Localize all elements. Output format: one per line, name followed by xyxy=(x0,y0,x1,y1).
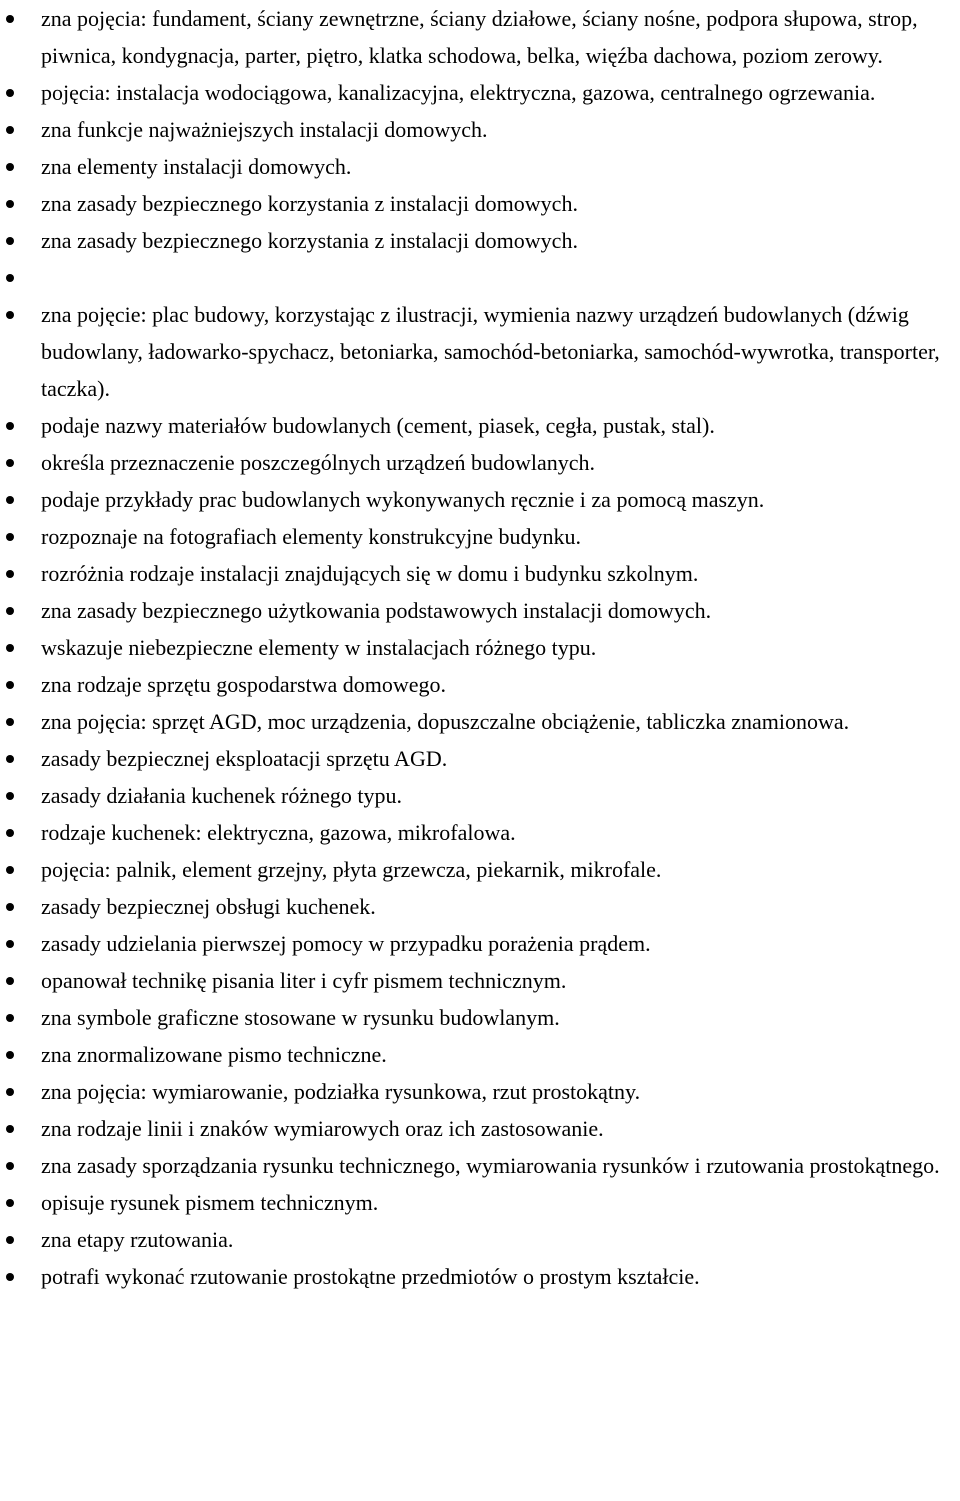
bullet-icon xyxy=(6,977,14,985)
list-item-text: zna zasady bezpiecznego korzystania z instalacji domowych. xyxy=(41,191,578,216)
list-item xyxy=(0,999,960,1036)
list-item-text: rozpoznaje na fotografiach elementy konstrukcyjne budynku. xyxy=(41,524,582,549)
list-item-text: zna pojęcia: fundament, ściany zewnętrzne, ściany działowe, ściany nośne, podpora słupowa, strop, piwnica, kondygnacja, parter, piętro, klatka schodowa, belka, więźba dachowa, poziom zerowy. xyxy=(41,6,918,68)
list-item xyxy=(0,777,960,814)
list-item xyxy=(0,1110,960,1147)
bullet-icon xyxy=(6,459,14,467)
bullet-icon xyxy=(6,311,14,319)
list-item-text: potrafi wykonać rzutowanie prostokątne przedmiotów o prostym kształcie. xyxy=(41,1264,700,1289)
list-item-text: zna rodzaje linii i znaków wymiarowych oraz ich zastosowanie. xyxy=(41,1116,604,1141)
list-item xyxy=(0,1221,960,1258)
list-item xyxy=(0,259,960,296)
list-item-text: zasady bezpiecznej eksploatacji sprzętu AGD. xyxy=(41,746,448,771)
bullet-icon xyxy=(6,792,14,800)
list-item-text: zna pojęcia: sprzęt AGD, moc urządzenia, dopuszczalne obciążenie, tabliczka znamionowa. xyxy=(41,709,850,734)
list-item-text: zna zasady bezpiecznego korzystania z instalacji domowych. xyxy=(41,228,578,253)
list-item-text: zna elementy instalacji domowych. xyxy=(41,154,352,179)
list-item xyxy=(0,111,960,148)
list-item xyxy=(0,703,960,740)
list-item-text: zasady bezpiecznej obsługi kuchenek. xyxy=(41,894,376,919)
bullet-icon xyxy=(6,718,14,726)
list-item-text: zna zasady sporządzania rysunku technicznego, wymiarowania rysunków i rzutowania prostokątnego. xyxy=(41,1153,940,1178)
bullet-icon xyxy=(6,163,14,171)
list-item xyxy=(0,1147,960,1184)
list-item-text xyxy=(41,259,960,296)
bullet-icon xyxy=(6,607,14,615)
bullet-icon xyxy=(6,496,14,504)
bullet-icon xyxy=(6,866,14,874)
list-item-text: zna rodzaje sprzętu gospodarstwa domowego. xyxy=(41,672,447,697)
list-item-text: opisuje rysunek pismem technicznym. xyxy=(41,1190,379,1215)
list-item-text: wskazuje niebezpieczne elementy w instalacjach różnego typu. xyxy=(41,635,597,660)
list-item-text: pojęcia: instalacja wodociągowa, kanalizacyjna, elektryczna, gazowa, centralnego ogrzewania. xyxy=(41,80,876,105)
bullet-icon xyxy=(6,200,14,208)
list-item xyxy=(0,444,960,481)
list-item-text: określa przeznaczenie poszczególnych urządzeń budowlanych. xyxy=(41,450,595,475)
list-item xyxy=(0,814,960,851)
bullet-icon xyxy=(6,570,14,578)
bullet-icon xyxy=(6,1014,14,1022)
list-item xyxy=(0,407,960,444)
bullet-icon xyxy=(6,89,14,97)
list-item xyxy=(0,1036,960,1073)
list-item xyxy=(0,962,960,999)
list-item-text: zasady działania kuchenek różnego typu. xyxy=(41,783,403,808)
list-item-text: zna zasady bezpiecznego użytkowania podstawowych instalacji domowych. xyxy=(41,598,712,623)
bullet-icon xyxy=(6,422,14,430)
list-item-text: rozróżnia rodzaje instalacji znajdujących się w domu i budynku szkolnym. xyxy=(41,561,699,586)
bullet-icon xyxy=(6,1162,14,1170)
bullet-icon xyxy=(6,1273,14,1281)
list-item-text: zna pojęcia: wymiarowanie, podziałka rysunkowa, rzut prostokątny. xyxy=(41,1079,641,1104)
bullet-icon xyxy=(6,829,14,837)
bullet-icon xyxy=(6,1236,14,1244)
list-item xyxy=(0,740,960,777)
list-item xyxy=(0,518,960,555)
list-item xyxy=(0,888,960,925)
list-item xyxy=(0,592,960,629)
list-item-text: opanował technikę pisania liter i cyfr pismem technicznym. xyxy=(41,968,567,993)
list-item-text: zna pojęcie: plac budowy, korzystając z ilustracji, wymienia nazwy urządzeń budowlanych (dźwig budowlany, ładowarko-spychacz, betoniarka, samochód-betoniarka, samochód-wywrotka, transporter, taczka). xyxy=(41,302,940,401)
list-item-text: rodzaje kuchenek: elektryczna, gazowa, mikrofalowa. xyxy=(41,820,516,845)
list-item-text: zasady udzielania pierwszej pomocy w przypadku porażenia prądem. xyxy=(41,931,651,956)
list-item-text: zna funkcje najważniejszych instalacji domowych. xyxy=(41,117,488,142)
bullet-icon xyxy=(6,274,14,282)
bullet-icon xyxy=(6,755,14,763)
bullet-icon xyxy=(6,237,14,245)
list-item-text: zna znormalizowane pismo techniczne. xyxy=(41,1042,387,1067)
list-item xyxy=(0,925,960,962)
bullet-icon xyxy=(6,126,14,134)
list-item-text: zna etapy rzutowania. xyxy=(41,1227,234,1252)
bullet-icon xyxy=(6,15,14,23)
bullet-icon xyxy=(6,1088,14,1096)
bullet-icon xyxy=(6,940,14,948)
list-item xyxy=(0,481,960,518)
list-item xyxy=(0,1073,960,1110)
list-item-text: podaje przykłady prac budowlanych wykonywanych ręcznie i za pomocą maszyn. xyxy=(41,487,765,512)
list-item xyxy=(0,0,960,74)
list-item xyxy=(0,851,960,888)
list-item-text: pojęcia: palnik, element grzejny, płyta grzewcza, piekarnik, mikrofale. xyxy=(41,857,662,882)
list-item xyxy=(0,148,960,185)
list-item xyxy=(0,629,960,666)
list-item xyxy=(0,666,960,703)
bullet-icon xyxy=(6,681,14,689)
list-item xyxy=(0,222,960,259)
list-item xyxy=(0,74,960,111)
bullet-icon xyxy=(6,1051,14,1059)
bullet-icon xyxy=(6,644,14,652)
bullet-icon xyxy=(6,533,14,541)
list-item-text: podaje nazwy materiałów budowlanych (cement, piasek, cegła, pustak, stal). xyxy=(41,413,715,438)
list-item-text: zna symbole graficzne stosowane w rysunku budowlanym. xyxy=(41,1005,560,1030)
list-item xyxy=(0,296,960,407)
bullet-icon xyxy=(6,903,14,911)
list-item xyxy=(0,1184,960,1221)
bullet-icon xyxy=(6,1125,14,1133)
list-item xyxy=(0,555,960,592)
list-item xyxy=(0,185,960,222)
list-item xyxy=(0,1258,960,1295)
bullet-icon xyxy=(6,1199,14,1207)
